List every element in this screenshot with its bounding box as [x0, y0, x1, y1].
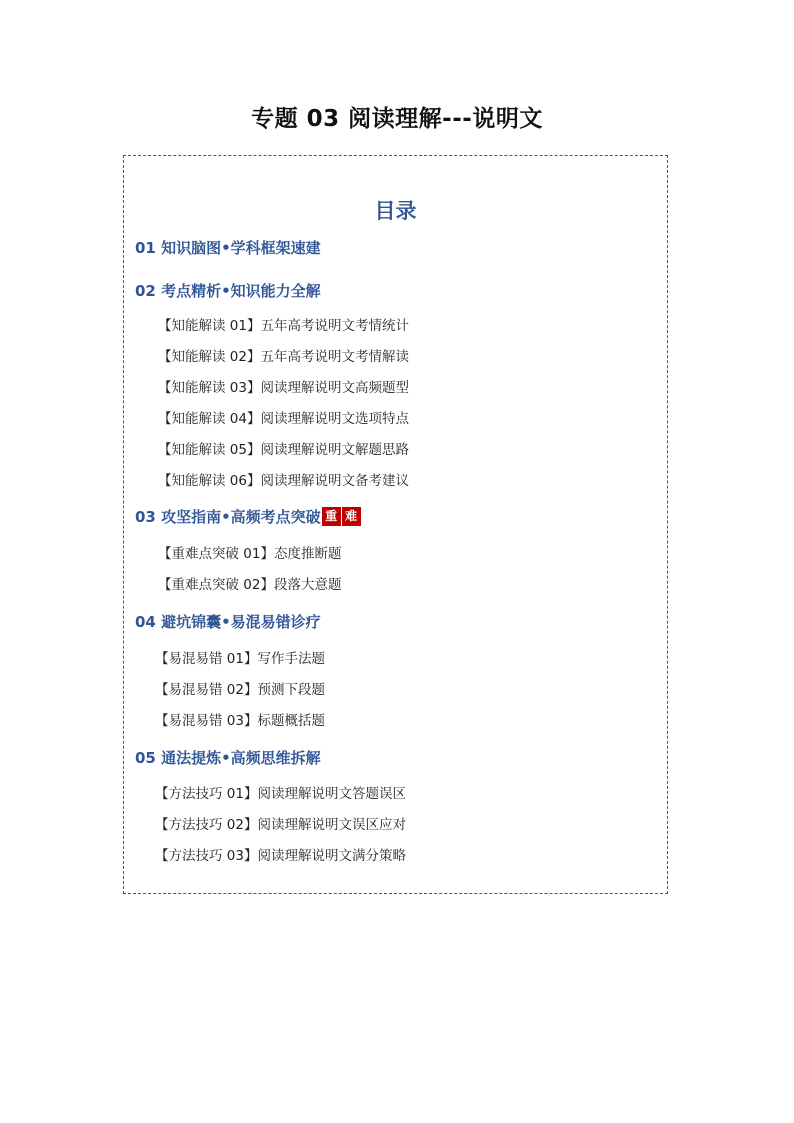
toc-entry[interactable]: 【易混易错 03】标题概括题 — [155, 713, 325, 729]
toc-entry[interactable]: 【知能解读 01】五年高考说明文考情统计 — [158, 318, 409, 334]
toc-section-05[interactable] — [135, 747, 321, 768]
toc-entry[interactable]: 【方法技巧 03】阅读理解说明文满分策略 — [155, 848, 406, 864]
toc-entry[interactable]: 【知能解读 05】阅读理解说明文解题思路 — [158, 442, 409, 458]
toc-entry[interactable]: 【重难点突破 01】态度推断题 — [158, 546, 342, 562]
toc-entry[interactable]: 【知能解读 03】阅读理解说明文高频题型 — [158, 380, 409, 396]
toc-heading: 目录 — [374, 199, 417, 223]
toc-section-03[interactable] — [135, 506, 361, 527]
toc-entry[interactable]: 【易混易错 01】写作手法题 — [155, 651, 325, 667]
toc-entry[interactable]: 【方法技巧 02】阅读理解说明文误区应对 — [155, 817, 406, 833]
document-title: 专题 03 阅读理解---说明文 — [251, 106, 543, 132]
toc-section-label: 05 通法提炼•高频思维拆解 — [135, 749, 321, 767]
toc-section-label: 01 知识脑图•学科框架速建 — [135, 239, 321, 257]
toc-entry[interactable]: 【知能解读 04】阅读理解说明文选项特点 — [158, 411, 409, 427]
toc-section-label: 03 攻坚指南•高频考点突破 — [135, 508, 321, 526]
toc-section-label: 04 避坑锦囊•易混易错诊疗 — [135, 613, 321, 631]
badge-nan: 难 — [342, 507, 361, 526]
toc-section-02[interactable] — [135, 280, 321, 301]
toc-section-04[interactable] — [135, 611, 321, 632]
toc-entry[interactable]: 【知能解读 06】阅读理解说明文备考建议 — [158, 473, 409, 489]
toc-entry[interactable]: 【方法技巧 01】阅读理解说明文答题误区 — [155, 786, 406, 802]
toc-entry[interactable]: 【知能解读 02】五年高考说明文考情解读 — [158, 349, 409, 365]
badge-zhong: 重 — [322, 507, 341, 526]
toc-entry[interactable]: 【重难点突破 02】段落大意题 — [158, 577, 342, 593]
toc-entry[interactable]: 【易混易错 02】预测下段题 — [155, 682, 325, 698]
toc-section-label: 02 考点精析•知识能力全解 — [135, 282, 321, 300]
toc-section-01[interactable] — [135, 237, 321, 258]
